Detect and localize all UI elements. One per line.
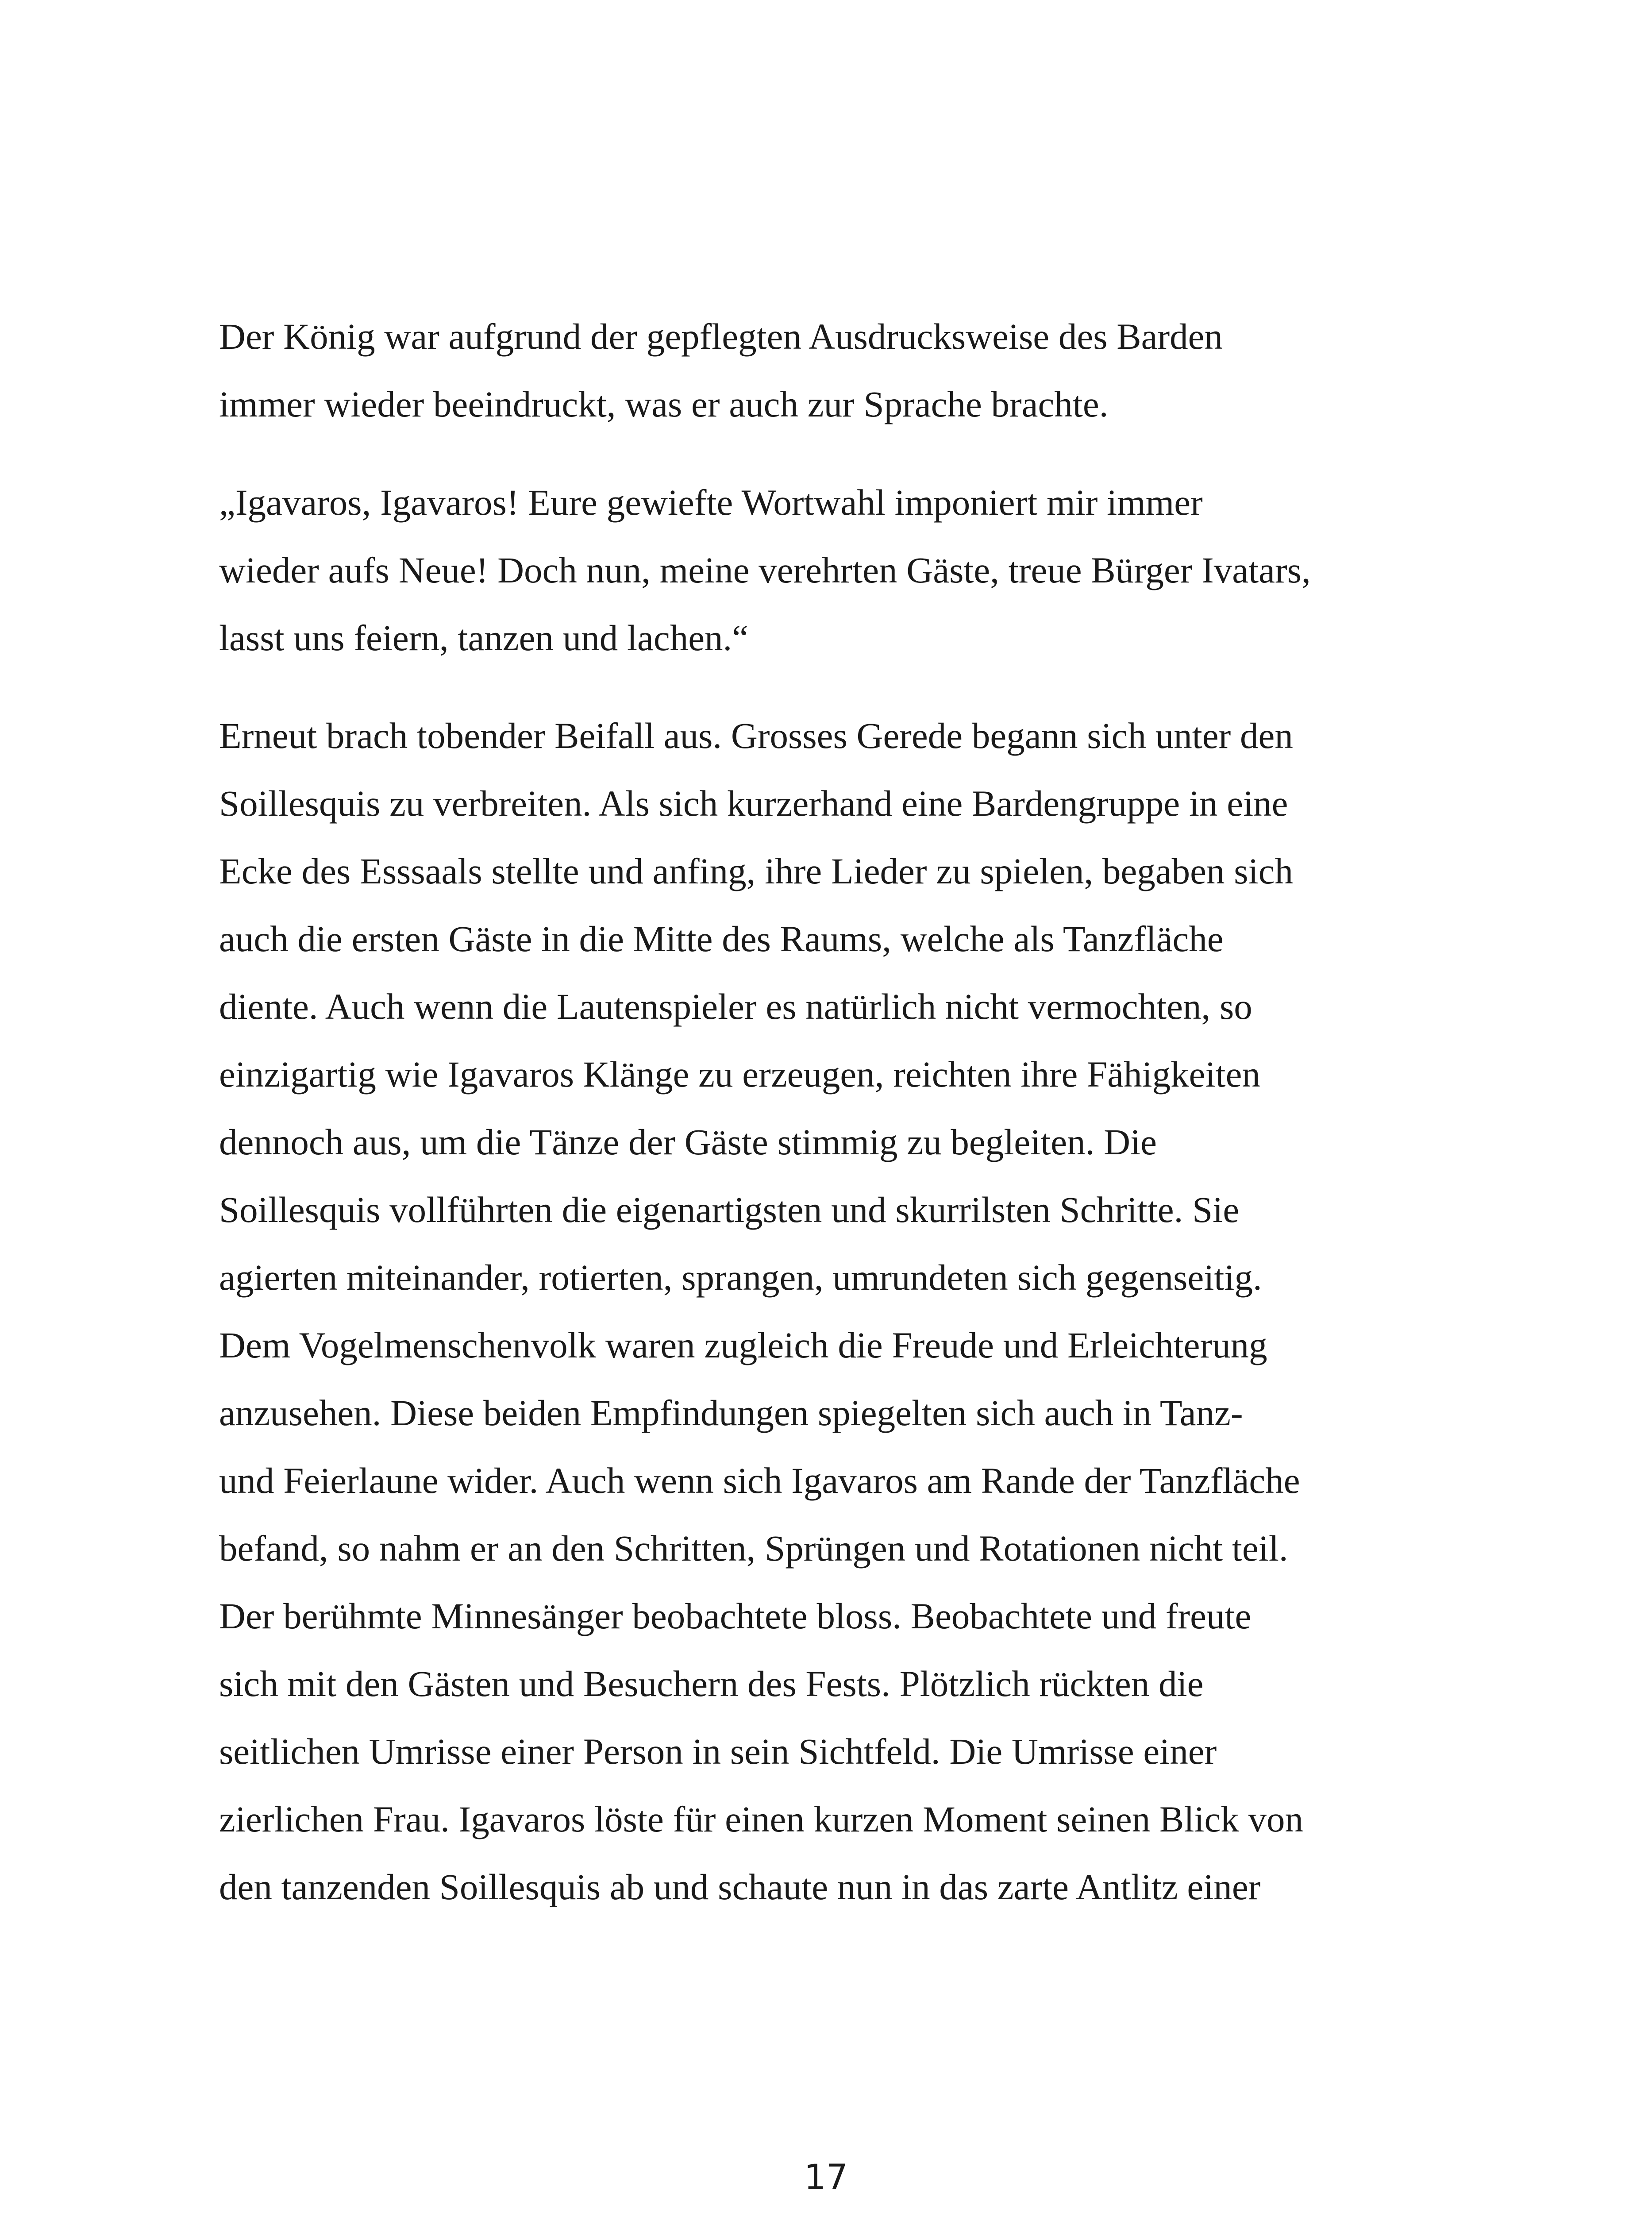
text-line: zierlichen Frau. Igavaros löste für einen kurzen Moment seinen Blick von bbox=[219, 1799, 1304, 1839]
text-line: einzigartig wie Igavaros Klänge zu erzeugen, reichten ihre Fähigkeiten bbox=[219, 1054, 1260, 1095]
text-line: agierten miteinander, rotierten, sprangen, umrundeten sich gegenseitig. bbox=[219, 1257, 1262, 1298]
text-line: Der König war aufgrund der gepflegten Ausdrucksweise des Barden bbox=[219, 316, 1223, 357]
text-line: auch die ersten Gäste in die Mitte des Raums, welche als Tanzfläche bbox=[219, 918, 1224, 959]
text-line: und Feierlaune wider. Auch wenn sich Igavaros am Rande der Tanzfläche bbox=[219, 1460, 1300, 1501]
text-line: befand, so nahm er an den Schritten, Sprüngen und Rotationen nicht teil. bbox=[219, 1528, 1288, 1569]
text-line: Erneut brach tobender Beifall aus. Grosses Gerede begann sich unter den bbox=[219, 715, 1293, 756]
text-line: dennoch aus, um die Tänze der Gäste stimmig zu begleiten. Die bbox=[219, 1122, 1157, 1162]
text-line: wieder aufs Neue! Doch nun, meine verehrten Gäste, treue Bürger Ivatars, bbox=[219, 550, 1311, 590]
text-line: anzusehen. Diese beiden Empfindungen spiegelten sich auch in Tanz- bbox=[219, 1392, 1243, 1433]
text-line: Soillesquis vollführten die eigenartigsten und skurrilsten Schritte. Sie bbox=[219, 1189, 1240, 1230]
text-line: Ecke des Esssaals stellte und anfing, ihre Lieder zu spielen, begaben sich bbox=[219, 851, 1293, 891]
page-number: 17 bbox=[804, 2158, 848, 2198]
text-line: „Igavaros, Igavaros! Eure gewiefte Wortwahl imponiert mir immer bbox=[219, 482, 1203, 523]
text-line: sich mit den Gästen und Besuchern des Fests. Plötzlich rückten die bbox=[219, 1663, 1204, 1704]
text-line: immer wieder beeindruckt, was er auch zur Sprache brachte. bbox=[219, 384, 1109, 424]
text-line: den tanzenden Soillesquis ab und schaute nun in das zarte Antlitz einer bbox=[219, 1866, 1261, 1907]
text-line: Der berühmte Minnesänger beobachtete bloss. Beobachtete und freute bbox=[219, 1596, 1252, 1636]
text-line: diente. Auch wenn die Lautenspieler es natürlich nicht vermochten, so bbox=[219, 986, 1252, 1027]
text-line: seitlichen Umrisse einer Person in sein Sichtfeld. Die Umrisse einer bbox=[219, 1731, 1217, 1772]
text-line: lasst uns feiern, tanzen und lachen.“ bbox=[219, 617, 749, 658]
text-line: Soillesquis zu verbreiten. Als sich kurzerhand eine Bardengruppe in eine bbox=[219, 783, 1288, 824]
text-line: Dem Vogelmenschenvolk waren zugleich die Freude und Erleichterung bbox=[219, 1325, 1267, 1365]
